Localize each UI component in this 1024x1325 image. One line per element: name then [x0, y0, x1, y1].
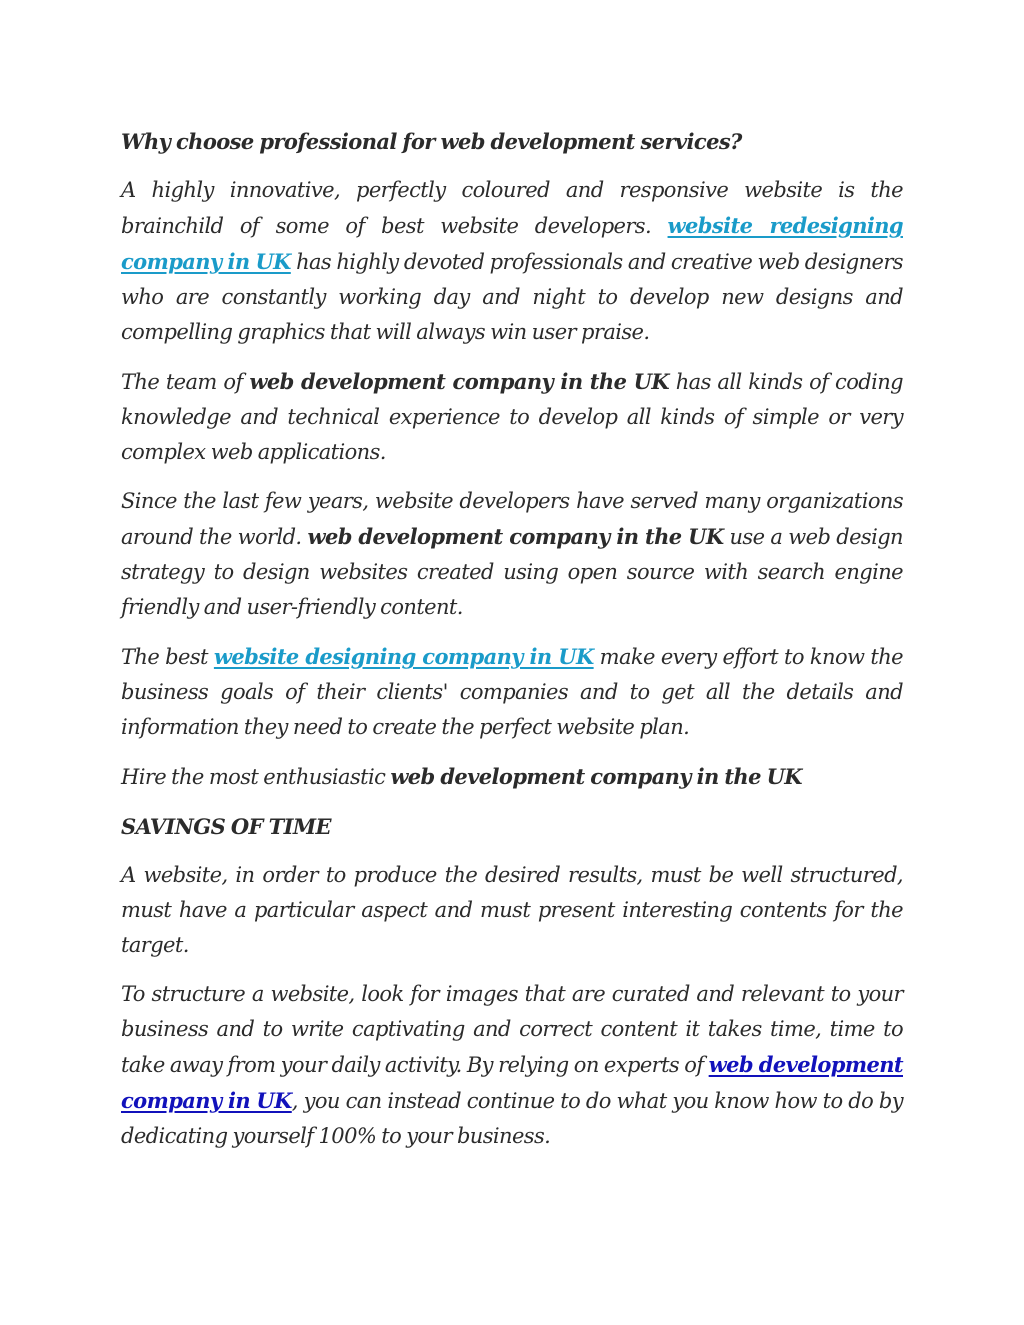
paragraph-text: A highly innovative, perfectly coloured and responsive website is the brainchild of some of best website developers. — [121, 178, 903, 238]
paragraph-text: has all kinds of coding knowledge and technical experience to develop all kinds of simple or very complex web applications. — [121, 370, 903, 464]
paragraph-text: Since the last few years, website developers have served many organizations around the world. — [121, 489, 903, 549]
web-development-link[interactable]: web development company in UK — [121, 1052, 903, 1113]
bold-keyword: web development company in the UK — [307, 524, 724, 549]
paragraph-text: To structure a website, look for images that are curated and relevant to your business and to write captivating and correct content it takes time, time to take away from your daily activity. By relying on experts of — [121, 982, 903, 1077]
section-heading: SAVINGS OF TIME — [121, 814, 331, 839]
paragraph-hire — [121, 759, 903, 795]
paragraph-text: use a web design strategy to design websites created using open source with search engine friendly and user-friendly content. — [121, 525, 903, 619]
paragraph-intro — [121, 173, 903, 350]
paragraph-text: make every effort to know the business goals of their clients' companies and to get all the details and information they need to create the perfect website plan. — [121, 645, 903, 739]
document-page — [121, 124, 903, 1168]
paragraph-team — [121, 364, 903, 470]
paragraph-since — [121, 484, 903, 625]
paragraph-website-structure: A website, in order to produce the desired results, must be well structured, must have a particular aspect and must present interesting contents for the target. — [121, 863, 903, 957]
paragraph-to-structure — [121, 977, 903, 1154]
paragraph-text: The team of — [121, 370, 250, 394]
paragraph-text: has highly devoted professionals and creative web designers who are constantly working day and night to develop new designs and compelling graphics that will always win user praise. — [121, 250, 903, 344]
paragraph-text: , you can instead continue to do what you know how to do by dedicating yourself 100% to your business. — [121, 1089, 903, 1148]
paragraph-text: Hire the most enthusiastic — [121, 765, 391, 789]
bold-keyword: web development company in the UK — [390, 764, 802, 789]
paragraph-best — [121, 639, 903, 745]
document-title: Why choose professional for web development services? — [121, 129, 742, 154]
bold-keyword: web development company in the UK — [249, 369, 670, 394]
paragraph-text: The best — [121, 645, 214, 669]
website-designing-link[interactable]: website designing company in UK — [213, 644, 594, 669]
website-redesigning-link[interactable]: website redesigning company in UK — [121, 213, 903, 274]
